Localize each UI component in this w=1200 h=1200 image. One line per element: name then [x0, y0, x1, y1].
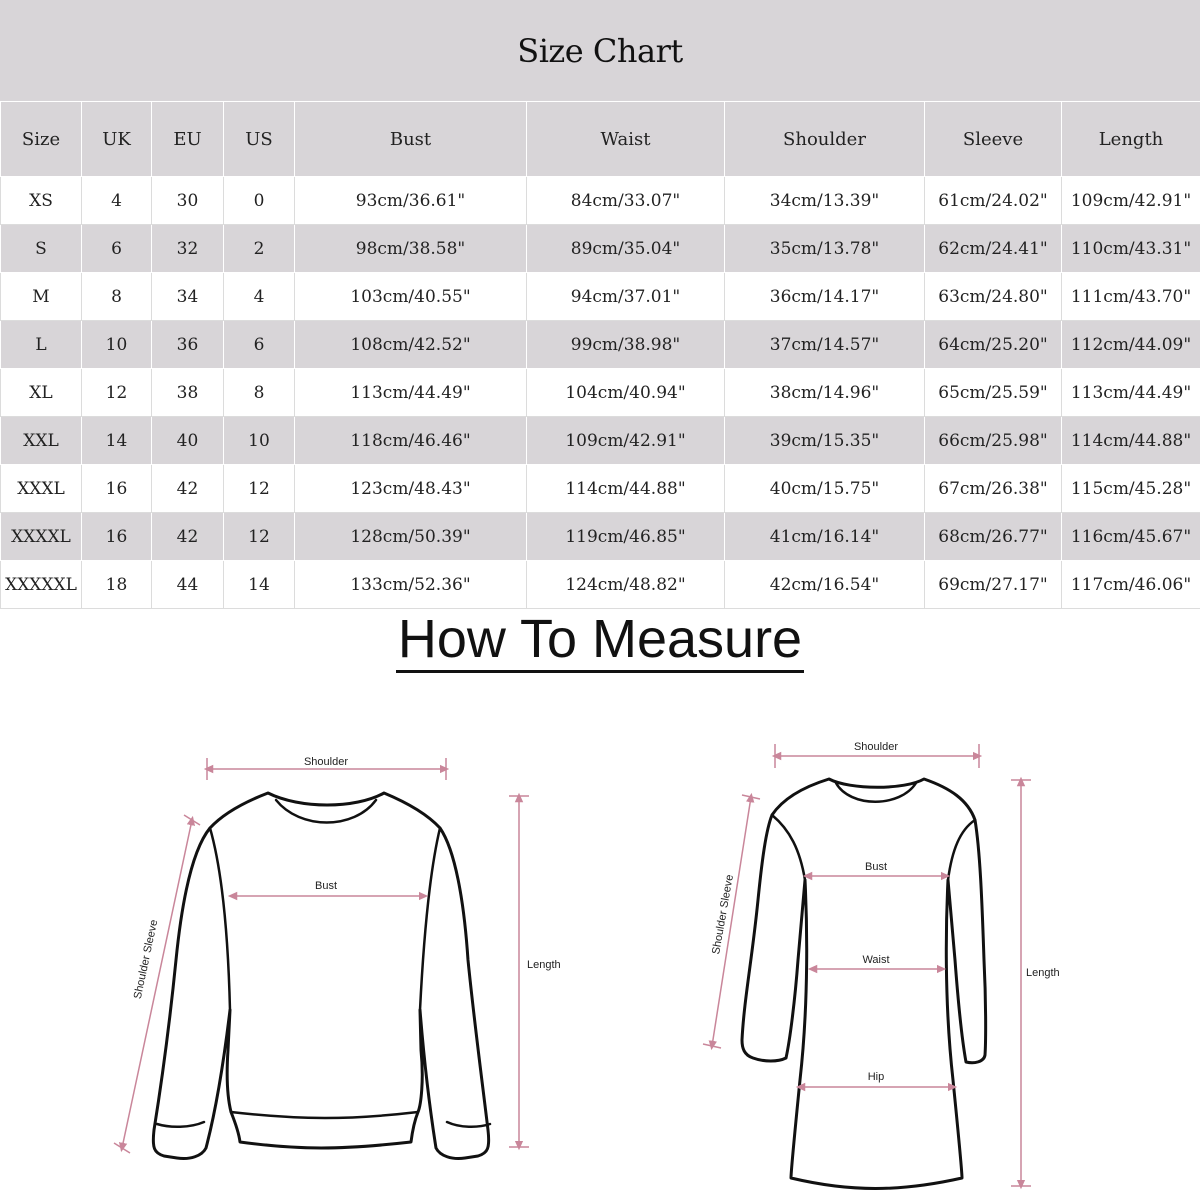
cell-size: M: [1, 273, 82, 321]
sweater-left-armhole: [210, 828, 230, 1010]
table-row: [1, 177, 1200, 225]
cell-length: 111cm/43.70": [1062, 273, 1200, 321]
cell-us: 12: [224, 513, 295, 561]
table-row: [1, 513, 1200, 561]
header-us: US: [224, 102, 295, 177]
cell-us: 14: [224, 561, 295, 609]
how-to-measure-heading: [0, 606, 1200, 678]
cell-uk: 16: [82, 465, 152, 513]
table-row: [1, 273, 1200, 321]
sweater-left-cuff: [157, 1122, 204, 1127]
cell-sleeve: 61cm/24.02": [925, 177, 1062, 225]
cell-waist: 89cm/35.04": [527, 225, 725, 273]
dress-length-label: Length: [1026, 967, 1060, 979]
cell-uk: 14: [82, 417, 152, 465]
cell-size: XXL: [1, 417, 82, 465]
table-row: [1, 465, 1200, 513]
header-waist: Waist: [527, 102, 725, 177]
cell-size: S: [1, 225, 82, 273]
sweater-sleeve-label: Shoulder Sleeve: [131, 918, 161, 1001]
cell-size: XXXXL: [1, 513, 82, 561]
cell-bust: 113cm/44.49": [295, 369, 527, 417]
cell-bust: 128cm/50.39": [295, 513, 527, 561]
sweater-right-armhole: [420, 828, 440, 1010]
cell-sleeve: 64cm/25.20": [925, 321, 1062, 369]
cell-length: 116cm/45.67": [1062, 513, 1200, 561]
cell-bust: 133cm/52.36": [295, 561, 527, 609]
cell-sleeve: 63cm/24.80": [925, 273, 1062, 321]
cell-sleeve: 68cm/26.77": [925, 513, 1062, 561]
cell-bust: 118cm/46.46": [295, 417, 527, 465]
cell-length: 110cm/43.31": [1062, 225, 1200, 273]
dress-shoulder-label: Shoulder: [853, 741, 899, 753]
sweater-right-cuff: [447, 1122, 490, 1127]
cell-sleeve: 65cm/25.59": [925, 369, 1062, 417]
cell-length: 115cm/45.28": [1062, 465, 1200, 513]
table-row: [1, 417, 1200, 465]
sweater-outline: [153, 793, 488, 1159]
cell-length: 117cm/46.06": [1062, 561, 1200, 609]
size-chart-title: Size Chart: [0, 0, 1200, 101]
cell-length: 112cm/44.09": [1062, 321, 1200, 369]
cell-length: 114cm/44.88": [1062, 417, 1200, 465]
cell-waist: 119cm/46.85": [527, 513, 725, 561]
header-shoulder: Shoulder: [725, 102, 925, 177]
dress-left-armhole: [772, 815, 805, 880]
dress-waist-label: Waist: [862, 954, 890, 966]
cell-bust: 103cm/40.55": [295, 273, 527, 321]
cell-sleeve: 62cm/24.41": [925, 225, 1062, 273]
cell-uk: 10: [82, 321, 152, 369]
cell-us: 4: [224, 273, 295, 321]
cell-shoulder: 39cm/15.35": [725, 417, 925, 465]
cell-uk: 16: [82, 513, 152, 561]
table-header-row: [1, 102, 1200, 177]
how-to-measure-title: How To Measure: [396, 611, 804, 673]
table-row: [1, 321, 1200, 369]
sweater-shoulder-label: Shoulder: [303, 756, 349, 768]
cell-sleeve: 69cm/27.17": [925, 561, 1062, 609]
cell-eu: 34: [152, 273, 224, 321]
cell-shoulder: 34cm/13.39": [725, 177, 925, 225]
cell-sleeve: 66cm/25.98": [925, 417, 1062, 465]
dress-sleeve-label: Shoulder Sleeve: [710, 873, 736, 956]
cell-waist: 84cm/33.07": [527, 177, 725, 225]
cell-sleeve: 67cm/26.38": [925, 465, 1062, 513]
cell-us: 0: [224, 177, 295, 225]
cell-waist: 104cm/40.94": [527, 369, 725, 417]
cell-bust: 108cm/42.52": [295, 321, 527, 369]
cell-eu: 40: [152, 417, 224, 465]
cell-size: XXXXXL: [1, 561, 82, 609]
header-bust: Bust: [295, 102, 527, 177]
cell-uk: 12: [82, 369, 152, 417]
cell-size: XXXL: [1, 465, 82, 513]
table-row: [1, 225, 1200, 273]
cell-eu: 32: [152, 225, 224, 273]
sweater-bust-label: Bust: [314, 880, 338, 892]
header-eu: EU: [152, 102, 224, 177]
cell-us: 6: [224, 321, 295, 369]
measurement-diagrams: [0, 690, 1200, 1200]
cell-waist: 109cm/42.91": [527, 417, 725, 465]
cell-uk: 18: [82, 561, 152, 609]
cell-waist: 99cm/38.98": [527, 321, 725, 369]
dress-diagram: [742, 779, 986, 1189]
table-row: [1, 561, 1200, 609]
sweater-length-label: Length: [527, 959, 561, 971]
cell-bust: 93cm/36.61": [295, 177, 527, 225]
cell-uk: 8: [82, 273, 152, 321]
cell-size: L: [1, 321, 82, 369]
header-sleeve: Sleeve: [925, 102, 1062, 177]
cell-waist: 94cm/37.01": [527, 273, 725, 321]
cell-us: 12: [224, 465, 295, 513]
cell-length: 113cm/44.49": [1062, 369, 1200, 417]
cell-eu: 42: [152, 465, 224, 513]
header-length: Length: [1062, 102, 1200, 177]
dress-outline: [742, 779, 986, 1189]
cell-uk: 6: [82, 225, 152, 273]
sweater-diagram: [153, 793, 490, 1159]
cell-us: 8: [224, 369, 295, 417]
header-size: Size: [1, 102, 82, 177]
cell-bust: 123cm/48.43": [295, 465, 527, 513]
cell-eu: 30: [152, 177, 224, 225]
cell-shoulder: 40cm/15.75": [725, 465, 925, 513]
cell-shoulder: 38cm/14.96": [725, 369, 925, 417]
dress-hip-label: Hip: [867, 1071, 885, 1083]
cell-size: XS: [1, 177, 82, 225]
cell-uk: 4: [82, 177, 152, 225]
cell-us: 10: [224, 417, 295, 465]
cell-eu: 36: [152, 321, 224, 369]
cell-waist: 124cm/48.82": [527, 561, 725, 609]
cell-shoulder: 42cm/16.54": [725, 561, 925, 609]
cell-shoulder: 41cm/16.14": [725, 513, 925, 561]
cell-shoulder: 36cm/14.17": [725, 273, 925, 321]
sweater-sleeve-measure: [122, 820, 192, 1148]
size-table: [0, 101, 1200, 609]
cell-us: 2: [224, 225, 295, 273]
dress-bust-label: Bust: [864, 861, 888, 873]
header-uk: UK: [82, 102, 152, 177]
cell-length: 109cm/42.91": [1062, 177, 1200, 225]
cell-eu: 44: [152, 561, 224, 609]
dress-right-armhole: [948, 820, 975, 880]
cell-size: XL: [1, 369, 82, 417]
sweater-hem-line: [231, 1112, 418, 1118]
sweater-collar: [276, 800, 376, 823]
cell-eu: 42: [152, 513, 224, 561]
cell-shoulder: 37cm/14.57": [725, 321, 925, 369]
cell-shoulder: 35cm/13.78": [725, 225, 925, 273]
cell-bust: 98cm/38.58": [295, 225, 527, 273]
cell-waist: 114cm/44.88": [527, 465, 725, 513]
table-row: [1, 369, 1200, 417]
cell-eu: 38: [152, 369, 224, 417]
